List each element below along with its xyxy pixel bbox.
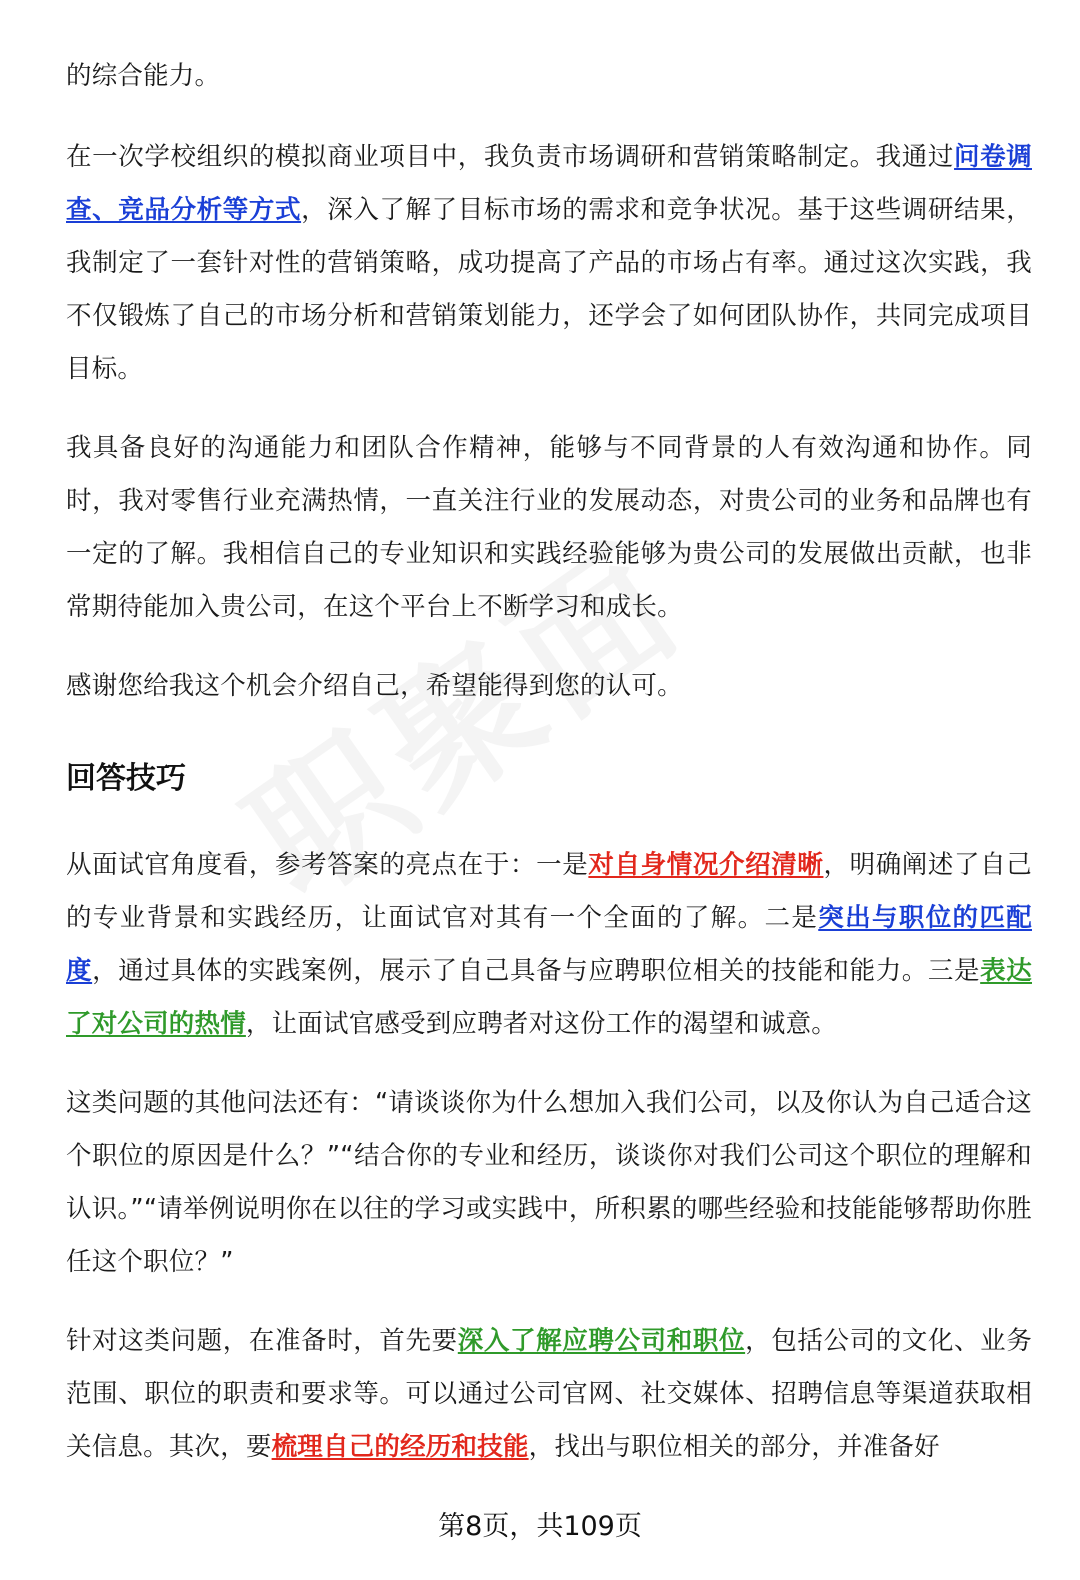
section-title: 回答技巧: [66, 761, 186, 796]
paragraph-intro-tail: 的综合能力。: [66, 61, 221, 91]
text-segment: ，让面试官感受到应聘者对这份工作的渴望和诚意。: [245, 1009, 838, 1039]
paragraph-thanks: 感谢您给我这个机会介绍自己，希望能得到您的认可。: [66, 671, 683, 701]
highlight-research-company: 深入了解应聘公司和职位: [457, 1326, 746, 1356]
highlight-job-match: 突出与职位的匹配度: [66, 903, 1032, 986]
text-segment: 从面试官角度看，参考答案的亮点在于：一是: [66, 850, 589, 880]
page-number-footer: 第8页，共109页: [438, 1511, 642, 1542]
text-segment: ，深入了解了目标市场的需求和竞争状况。基于这些调研结果，我制定了一套针对性的营销策略，成功提高了产品的市场占有率。通过这次实践，我不仅锻炼了自己的市场分析和营销策划能力，还学会了如何团队协作，共同完成项目目标。: [66, 195, 1032, 384]
paragraph-analysis: [66, 839, 1032, 1051]
paragraph-preparation: [66, 1315, 1032, 1474]
text-segment: 针对这类问题，在准备时，首先要: [66, 1326, 458, 1356]
text-segment: ，包括公司的文化、业务范围、职位的职责和要求等。可以通过公司官网、社交媒体、招聘信息等渠道获取相关信息。其次，要: [66, 1326, 1032, 1462]
highlight-clear-intro: 对自身情况介绍清晰: [588, 850, 824, 880]
text-segment: ，找出与职位相关的部分，并准备好: [528, 1432, 940, 1462]
paragraph-skills: 我具备良好的沟通能力和团队合作精神，能够与不同背景的人有效沟通和协作。同时，我对零售行业充满热情，一直关注行业的发展动态，对贵公司的业务和品牌也有一定的了解。我相信自己的专业知识和实践经验能够为贵公司的发展做出贡献，也非常期待能加入贵公司，在这个平台上不断学习和成长。: [66, 433, 1032, 622]
text-segment: ，明确阐述了自己的专业背景和实践经历，让面试官对其有一个全面的了解。二是: [66, 850, 1032, 933]
highlight-review-experience: 梳理自己的经历和技能: [271, 1432, 529, 1462]
document-body: [66, 50, 1032, 1500]
paragraph-project: [66, 131, 1032, 396]
highlight-enthusiasm: 表达了对公司的热情: [66, 956, 1032, 1039]
highlight-survey-methods: 问卷调查、竞品分析等方式: [66, 142, 1032, 225]
text-segment: ，通过具体的实践案例，展示了自己具备与应聘职位相关的技能和能力。三是: [92, 956, 981, 986]
paragraph-variants: 这类问题的其他问法还有：“请谈谈你为什么想加入我们公司，以及你认为自己适合这个职位的原因是什么？”“结合你的专业和经历，谈谈你对我们公司这个职位的理解和认识。”“请举例说明你在以往的学习或实践中，所积累的哪些经验和技能能够帮助你胜任这个职位？”: [66, 1088, 1032, 1277]
text-segment: 在一次学校组织的模拟商业项目中，我负责市场调研和营销策略制定。我通过: [66, 142, 955, 172]
